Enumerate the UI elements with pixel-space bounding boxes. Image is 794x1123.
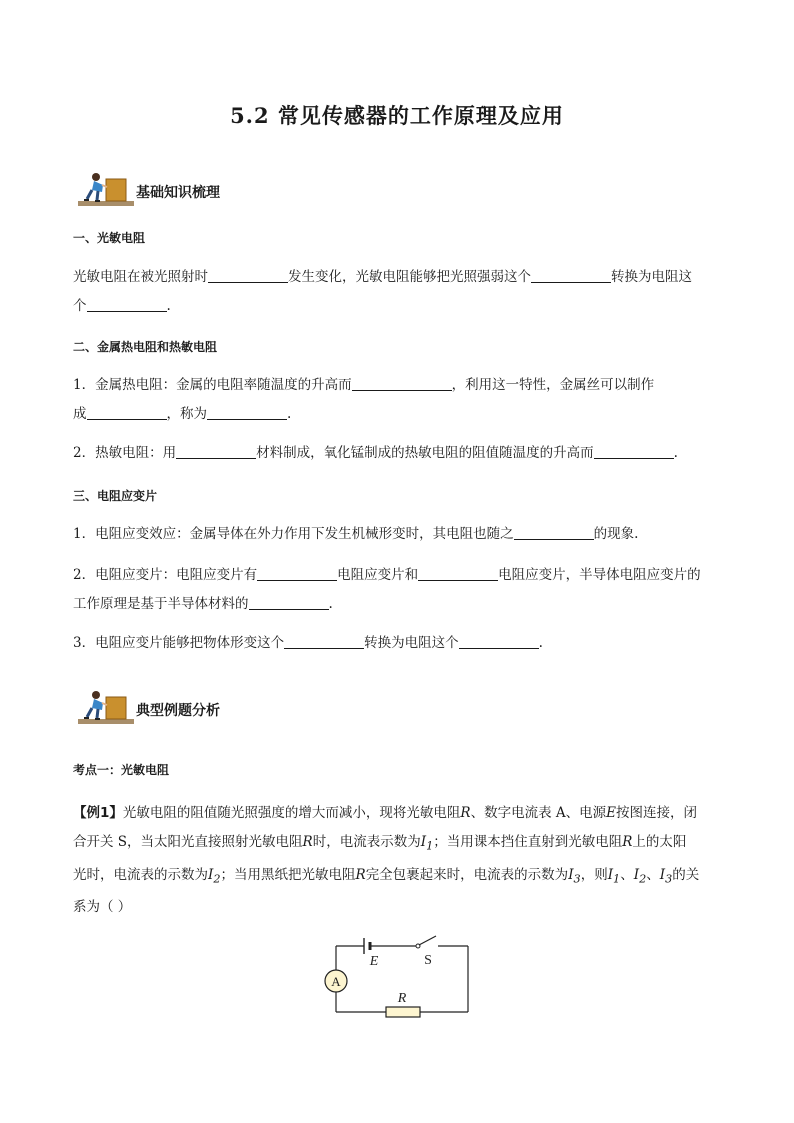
text: . — [287, 406, 292, 422]
kaodian-heading: 考点一：光敏电阻 — [73, 763, 170, 777]
pushing-box-icon — [78, 688, 134, 728]
var-I: I — [420, 834, 427, 850]
text: 成 — [73, 406, 87, 422]
paragraph-strain-effect — [73, 520, 723, 549]
circuit-diagram — [322, 934, 474, 1020]
fill-blank[interactable] — [418, 579, 498, 581]
text: 系为（ ） — [73, 899, 132, 916]
text: 的现象. — [593, 526, 639, 542]
text: . — [673, 445, 678, 461]
text: ；当用黑纸把光敏电阻 — [220, 866, 356, 883]
ammeter-label: A — [331, 974, 341, 989]
text: 1．金属热电阻：金属的电阻率随温度的升高而 — [73, 377, 352, 393]
switch-blade — [419, 936, 436, 945]
fill-blank[interactable] — [208, 281, 288, 283]
fill-blank[interactable] — [176, 457, 256, 459]
paragraph-strain-conversion — [73, 629, 723, 658]
fill-blank[interactable] — [207, 418, 287, 420]
text: 的关 — [672, 866, 700, 883]
text: 个 — [73, 298, 87, 314]
text: 上的太阳 — [632, 834, 687, 850]
text: 、数字电流表 A、电源 — [470, 805, 607, 821]
example-question — [73, 799, 723, 922]
var-I: I — [659, 866, 666, 883]
fill-blank[interactable] — [249, 608, 329, 610]
text: 电阻应变片，半导体电阻应变片的 — [498, 567, 701, 583]
text: ，称为 — [166, 406, 207, 422]
fill-blank[interactable] — [594, 457, 674, 459]
var-I: I — [568, 866, 574, 883]
resistor — [386, 1007, 420, 1017]
page-title: 5.2 常见传感器的工作原理及应用 — [230, 103, 564, 128]
fill-blank[interactable] — [87, 310, 167, 312]
paragraph-photoresistor — [73, 263, 723, 321]
text: ，则 — [580, 866, 608, 883]
var-R: R — [355, 866, 366, 883]
text: 电阻应变片和 — [337, 567, 419, 583]
var-I: I — [607, 866, 614, 883]
switch-label: S — [424, 953, 432, 968]
text: . — [166, 298, 171, 314]
text: 发生变化，光敏电阻能够把光照强弱这个 — [288, 269, 531, 285]
fill-blank[interactable] — [531, 281, 611, 283]
var-I: I — [633, 866, 640, 883]
subscript: 3 — [573, 872, 581, 886]
text: 合开关 S，当太阳光直接照射光敏电阻 — [73, 834, 303, 850]
section-heading-thermistor: 二、金属热电阻和热敏电阻 — [73, 340, 218, 354]
example-tag: 【例1】 — [73, 805, 123, 821]
var-R: R — [302, 834, 313, 850]
text: . — [538, 635, 543, 651]
source-label: E — [369, 954, 379, 969]
text: 完全包裹起来时，电流表的示数为 — [365, 866, 569, 883]
text: . — [328, 596, 333, 612]
text: ；当用课本挡住直射到光敏电阻 — [433, 834, 623, 850]
section-banner-basics — [78, 170, 378, 210]
text: 光敏电阻的阻值随光照强度的增大而减小，现将光敏电阻 — [122, 805, 461, 821]
text: 、 — [646, 866, 660, 883]
section-banner-examples — [78, 688, 378, 728]
section-heading-strain-gauge: 三、电阻应变片 — [73, 489, 158, 503]
var-R: R — [460, 805, 471, 821]
fill-blank[interactable] — [352, 389, 452, 391]
text: 3．电阻应变片能够把物体形变这个 — [73, 635, 285, 651]
fill-blank[interactable] — [284, 647, 364, 649]
text: 时，电流表示数为 — [312, 834, 421, 850]
text: 、 — [620, 866, 634, 883]
fill-blank[interactable] — [257, 579, 337, 581]
banner-label: 基础知识梳理 — [136, 185, 220, 201]
text: 1．电阻应变效应：金属导体在外力作用下发生机械形变时，其电阻也随之 — [73, 526, 514, 542]
text: 转换为电阻这 — [611, 269, 692, 285]
paragraph-metal-thermal-resistor — [73, 371, 723, 429]
text: 工作原理是基于半导体材料的 — [73, 596, 249, 612]
var-I: I — [208, 866, 214, 883]
fill-blank[interactable] — [514, 538, 594, 540]
text: ，利用这一特性，金属丝可以制作 — [451, 377, 655, 393]
paragraph-thermistor — [73, 439, 723, 468]
text: 材料制成，氧化锰制成的热敏电阻的阻值随温度的升高而 — [256, 445, 594, 461]
resistor-label: R — [397, 991, 407, 1006]
var-E: E — [606, 805, 616, 821]
subscript: 2 — [639, 872, 647, 886]
subscript: 3 — [665, 872, 673, 886]
pushing-box-icon — [78, 170, 134, 210]
paragraph-strain-gauge — [73, 561, 723, 619]
fill-blank[interactable] — [87, 418, 167, 420]
subscript: 1 — [426, 839, 434, 853]
text: 光时，电流表的示数为 — [73, 866, 208, 883]
subscript: 1 — [613, 872, 621, 886]
section-heading-photoresistor: 一、光敏电阻 — [73, 231, 146, 245]
text: 2．热敏电阻：用 — [73, 445, 177, 461]
text: 按图连接，闭 — [615, 805, 697, 821]
banner-label: 典型例题分析 — [136, 703, 220, 719]
text: 光敏电阻在被光照射时 — [73, 269, 208, 285]
subscript: 2 — [213, 872, 221, 886]
fill-blank[interactable] — [459, 647, 539, 649]
var-R: R — [622, 834, 633, 850]
text: 转换为电阻这个 — [364, 635, 459, 651]
text: 2．电阻应变片：电阻应变片有 — [73, 567, 258, 583]
